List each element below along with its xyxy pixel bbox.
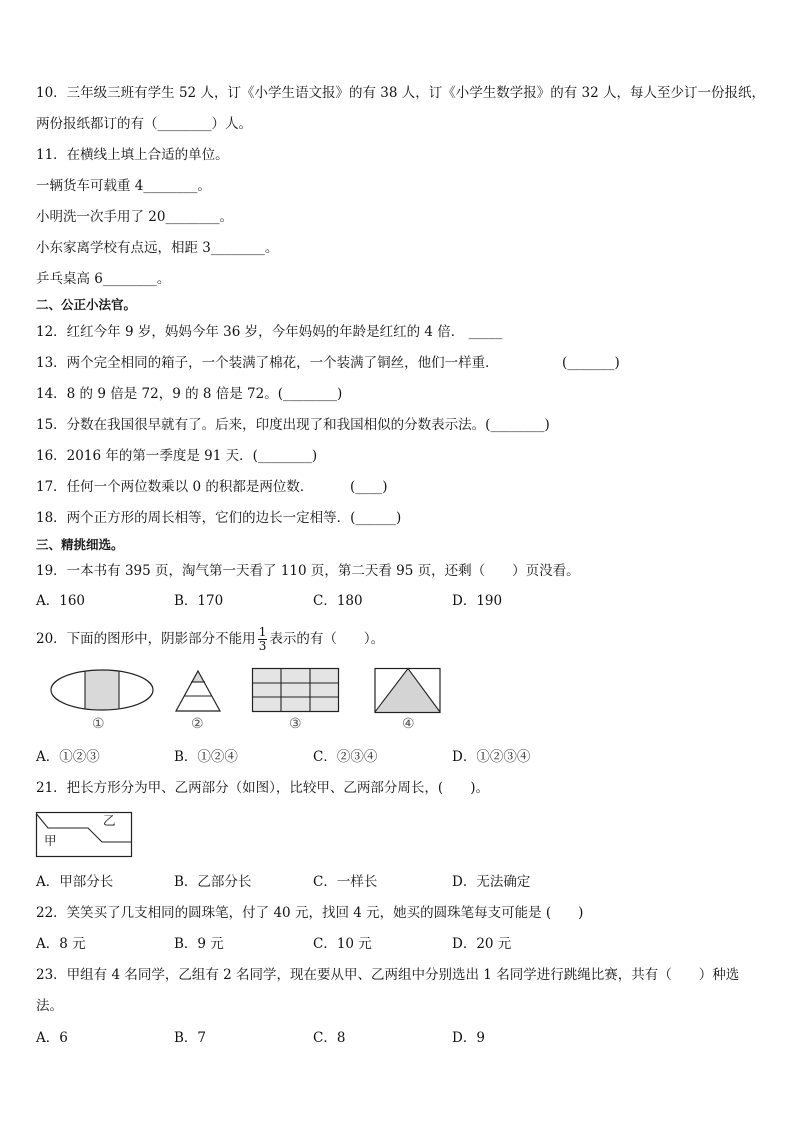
q20-text-before: 20．下面的图形中，阴影部分不能用 [36,631,256,647]
figure-3-label: ③ [289,716,302,732]
q15: 15．分数在我国很早就有了。后来，印度出现了和我国相似的分数表示法。(________) [36,417,550,433]
fraction-numerator: 1 [258,625,267,639]
q20-option-d: D．①②③④ [452,749,531,765]
q20-option-b: B．①②④ [174,749,238,765]
q14: 14．8 的 9 倍是 72，9 的 8 倍是 72。(________) [36,386,343,402]
q17-answer-blank: (____) [350,479,388,495]
fraction-denominator: 3 [258,639,267,653]
q10-line1: 10．三年级三班有学生 52 人，订《小学生语文报》的有 38 人，订《小学生数学报》的有 32 人，每人至少订一份报纸， [36,85,765,101]
figure-4-square-triangle [374,668,442,714]
q19-option-a: A．160 [36,593,86,609]
figure-2-triangle [176,668,222,714]
q21-figure-label-yi: 乙 [103,813,116,828]
q13: 13．两个完全相同的箱子，一个装满了棉花，一个装满了铜丝，他们一样重． [36,355,499,371]
q19-option-c: C．180 [313,593,363,609]
q20-option-a: A．①②③ [36,749,100,765]
q17: 17．任何一个两位数乘以 0 的积都是两位数． [36,479,314,495]
section-3-heading: 三、精挑细选。 [36,537,124,552]
figure-4-label: ④ [402,716,415,732]
q10-line2: 两份报纸都订的有（________）人。 [36,116,252,132]
figure-1-label: ① [92,716,105,732]
q21-option-b: B．乙部分长 [174,874,252,890]
q23-option-c: C．8 [313,1030,346,1046]
q22-option-d: D．20 元 [452,936,512,952]
q23-line1: 23．甲组有 4 名同学，乙组有 2 名同学，现在要从甲、乙两组中分别选出 1 名同学进行跳绳比赛，共有（ ）种选 [36,967,740,983]
q21: 21．把长方形分为甲、乙两部分（如图），比较甲、乙两部分周长，( )。 [36,780,489,796]
q11-title: 11．在横线上填上合适的单位。 [36,147,229,163]
q22-option-b: B．9 元 [174,936,224,952]
q18: 18．两个正方形的周长相等，它们的边长一定相等．(______) [36,510,402,526]
q13-answer-blank: (_______) [562,355,620,371]
q20 [36,626,384,653]
q23-option-d: D．9 [452,1030,485,1046]
q16: 16．2016 年的第一季度是 91 天．(________) [36,448,318,464]
q11-item-4: 乒乓桌高 6________。 [36,271,171,287]
q23-line2: 法。 [36,998,63,1014]
q21-option-d: D．无法确定 [452,874,531,890]
section-2-heading: 二、公正小法官。 [36,297,137,312]
q23-option-a: A．6 [36,1030,68,1046]
q19-option-b: B．170 [174,593,224,609]
q12: 12．红红今年 9 岁，妈妈今年 36 岁，今年妈妈的年龄是红红的 4 倍． _____ [36,324,503,340]
q22: 22．笑笑买了几支相同的圆珠笔，付了 40 元，找回 4 元，她买的圆珠笔每支可能是 ( ) [36,905,584,921]
figure-2-label: ② [191,716,204,732]
fraction-one-third [258,626,268,653]
q21-option-a: A．甲部分长 [36,874,114,890]
q11-item-1: 一辆货车可载重 4________。 [36,178,211,194]
q22-option-a: A．8 元 [36,936,86,952]
q19: 19．一本书有 395 页，淘气第一天看了 110 页，第二天看 95 页，还剩（ ）页没看。 [36,563,580,579]
q20-text-after: 表示的有（ ）。 [269,631,385,647]
q19-option-d: D．190 [452,593,503,609]
figure-3-grid-rectangle [252,668,340,713]
q22-option-c: C．10 元 [313,936,372,952]
figure-1-ellipse [50,668,156,714]
q21-figure-label-jia: 甲 [44,833,57,848]
q11-item-3: 小东家离学校有点远，相距 3________。 [36,240,279,256]
q23-option-b: B．7 [174,1030,207,1046]
q11-item-2: 小明洗一次手用了 20________。 [36,209,233,225]
q21-option-c: C．一样长 [313,874,378,890]
q20-option-c: C．②③④ [313,749,378,765]
